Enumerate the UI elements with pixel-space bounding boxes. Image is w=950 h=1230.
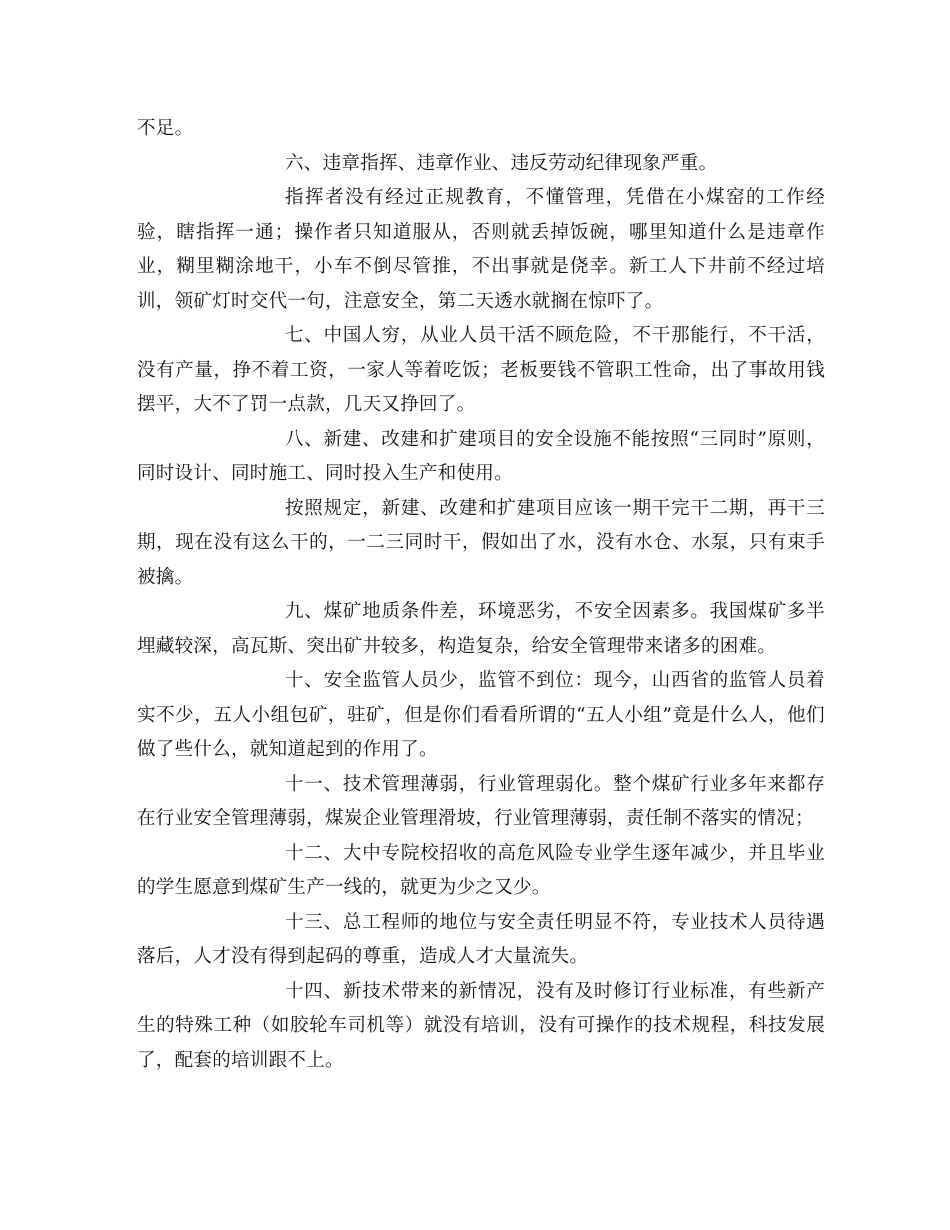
paragraph-heading-eleven: 十一、技术管理薄弱，行业管理弱化。整个煤矿行业多年来都存在行业安全管理薄弱，煤炭企业管理滑坡，行业管理薄弱，责任制不落实的情况； bbox=[137, 773, 825, 829]
paragraph-heading-seven: 七、中国人穷，从业人员干活不顾危险，不干那能行，不干活，没有产量，挣不着工资，一家人等着吃饭；老板要钱不管职工性命，出了事故用钱摆平，大不了罚一点款，几天又挣回了。 bbox=[137, 325, 825, 415]
paragraph-heading-thirteen: 十三、总工程师的地位与安全责任明显不符，专业技术人员待遇落后，人才没有得到起码的尊重，造成人才大量流失。 bbox=[137, 911, 825, 967]
paragraph-heading-eight: 八、新建、改建和扩建项目的安全设施不能按照“三同时”原则，同时设计、同时施工、同时投入生产和使用。 bbox=[137, 428, 825, 484]
paragraph-heading-nine: 九、煤矿地质条件差，环境恶劣，不安全因素多。我国煤矿多半埋藏较深，高瓦斯、突出矿井较多，构造复杂，给安全管理带来诸多的困难。 bbox=[137, 601, 825, 657]
document-body bbox=[137, 112, 825, 1078]
paragraph-heading-six: 六、违章指挥、违章作业、违反劳动纪律现象严重。 bbox=[285, 152, 718, 174]
paragraph-body: 指挥者没有经过正规教育，不懂管理，凭借在小煤窑的工作经验，瞎指挥一通；操作者只知道服从，否则就丢掉饭碗，哪里知道什么是违章作业，糊里糊涂地干，小车不倒尽管推，不出事就是侥幸。新工人下井前不经过培训，领矿灯时交代一句，注意安全，第二天透水就搁在惊吓了。 bbox=[137, 187, 825, 312]
paragraph-continuation: 不足。 bbox=[137, 118, 194, 139]
paragraph-heading-fourteen: 十四、新技术带来的新情况，没有及时修订行业标准，有些新产生的特殊工种（如胶轮车司机等）就没有培训，没有可操作的技术规程，科技发展了，配套的培训跟不上。 bbox=[137, 980, 825, 1071]
paragraph-heading-twelve: 十二、大中专院校招收的高危风险专业学生逐年减少，并且毕业的学生愿意到煤矿生产一线的，就更为少之又少。 bbox=[137, 842, 825, 898]
paragraph-heading-ten: 十、安全监管人员少，监管不到位：现今，山西省的监管人员着实不少，五人小组包矿，驻矿，但是你们看看所谓的“五人小组”竟是什么人，他们做了些什么，就知道起到的作用了。 bbox=[137, 670, 825, 760]
paragraph-body: 按照规定，新建、改建和扩建项目应该一期干完干二期，再干三期，现在没有这么干的，一二三同时干，假如出了水，没有水仓、水泵，只有束手被擒。 bbox=[137, 497, 825, 588]
